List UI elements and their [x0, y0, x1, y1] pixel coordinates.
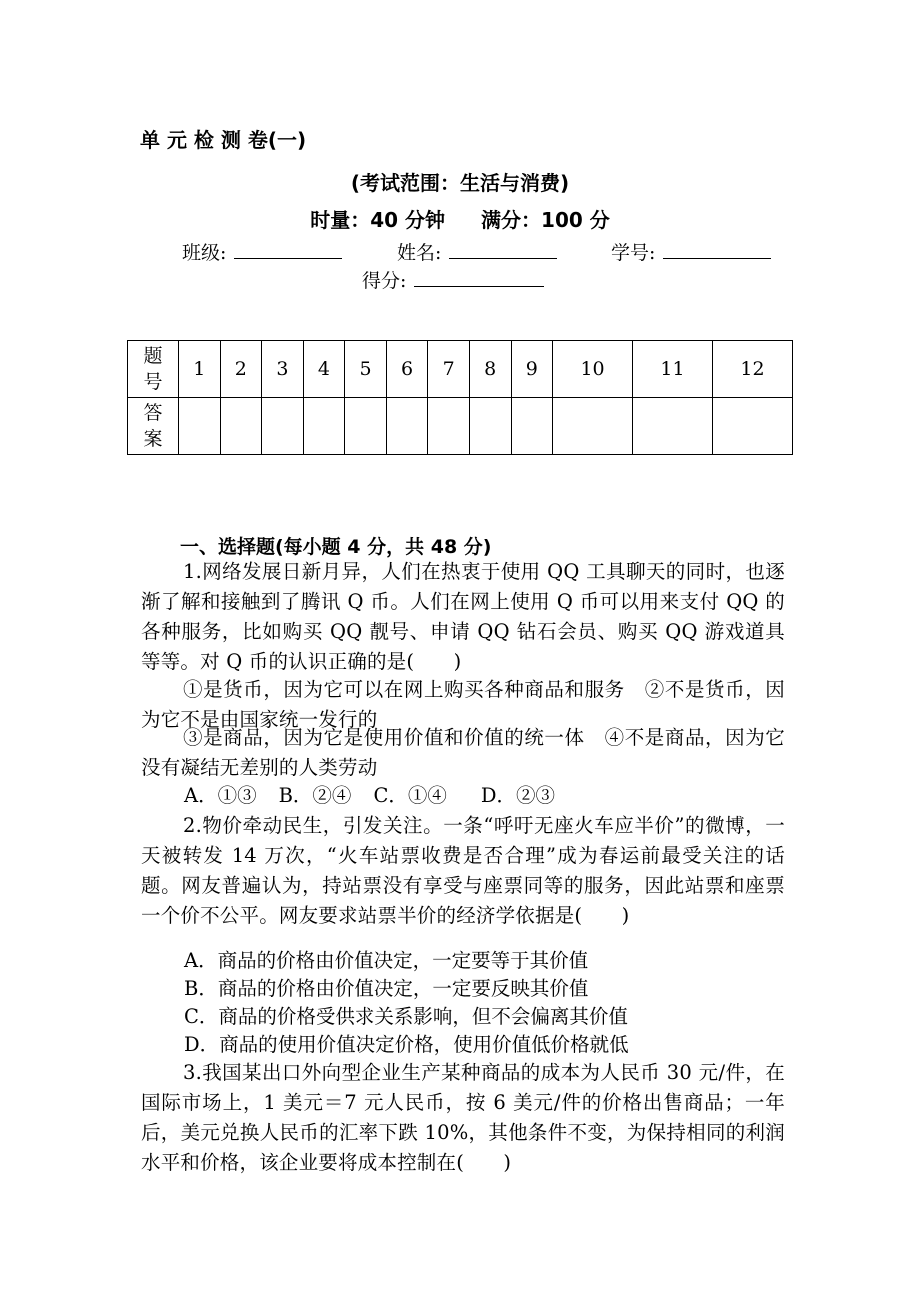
question-number: 11 [633, 341, 713, 398]
question-number-header: 题 号 [128, 341, 179, 398]
section-heading: 一、选择题(每小题 4 分，共 48 分) [180, 536, 492, 558]
question-1-items-3-4: ③是商品，因为它是使用价值和价值的统一体 ④不是商品，因为它没有凝结无差别的人类劳动 [141, 726, 785, 779]
option-b[interactable]: B．②④ [278, 784, 352, 807]
question-number: 1 [179, 341, 221, 398]
answer-header: 答 案 [128, 398, 179, 455]
class-blank[interactable] [234, 238, 342, 259]
question-2-option-a[interactable]: A．商品的价格由价值决定，一定要等于其价值 [184, 949, 589, 972]
question-number: 12 [712, 341, 792, 398]
name-field [397, 238, 557, 265]
option-d[interactable]: D．②③ [480, 784, 555, 807]
answer-cell[interactable] [345, 398, 387, 455]
student-number-field [611, 238, 771, 265]
answer-cell[interactable] [386, 398, 428, 455]
full-score: 满分：100 分 [481, 208, 610, 232]
question-number: 2 [220, 341, 262, 398]
option-a[interactable]: A．①③ [184, 784, 257, 807]
score-field [362, 266, 544, 293]
student-number-label: 学号: [611, 242, 656, 264]
question-2-option-b[interactable]: B．商品的价格由价值决定，一定要反映其价值 [184, 977, 589, 1000]
answer-cell[interactable] [511, 398, 553, 455]
time-and-score [0, 204, 920, 233]
question-2-option-d[interactable]: D．商品的使用价值决定价格，使用价值低价格就低 [184, 1033, 629, 1056]
question-2-stem: 2.物价牵动民生，引发关注。一条“呼吁无座火车应半价”的微博，一天被转发 14 万次，“火车站票收费是否合理”成为春运前最受关注的话题。网友普遍认为，持站票没有享受与座票同等的服务，因此站票和座票一个价不公平。网友要求站票半价的经济学依据是( ) [141, 814, 785, 927]
page-title: 单 元 检 测 卷(一) [140, 128, 307, 152]
option-c[interactable]: C．①④ [373, 784, 447, 807]
time-limit: 时量：40 分钟 [310, 208, 446, 232]
answer-cell[interactable] [469, 398, 511, 455]
score-label: 得分: [362, 270, 407, 292]
question-number: 4 [303, 341, 345, 398]
answer-cell[interactable] [262, 398, 304, 455]
question-number: 5 [345, 341, 387, 398]
question-number-row [128, 341, 793, 398]
answer-cell[interactable] [303, 398, 345, 455]
exam-scope: (考试范围：生活与消费) [350, 171, 570, 195]
name-blank[interactable] [449, 238, 557, 259]
answer-cell[interactable] [553, 398, 633, 455]
answer-row [128, 398, 793, 455]
question-number: 3 [262, 341, 304, 398]
question-number: 7 [428, 341, 470, 398]
score-blank[interactable] [414, 266, 544, 287]
question-1-stem: 1.网络发展日新月异，人们在热衷于使用 QQ 工具聊天的同时，也逐渐了解和接触到了腾讯 Q 币。人们在网上使用 Q 币可以用来支付 QQ 的各种服务，比如购买 QQ 靓号、申请 QQ 钻石会员、购买 QQ 游戏道具等等。对 Q 币的认识正确的是( ) [141, 560, 785, 673]
question-1-items-1-2: ①是货币，因为它可以在网上购买各种商品和服务 ②不是货币，因为它不是由国家统一发行的 [141, 678, 785, 731]
question-1-options [184, 781, 577, 811]
student-number-blank[interactable] [663, 238, 771, 259]
answer-cell[interactable] [428, 398, 470, 455]
question-number: 6 [386, 341, 428, 398]
question-3-stem: 3.我国某出口外向型企业生产某种商品的成本为人民币 30 元/件，在国际市场上，1 美元＝7 元人民币，按 6 美元/件的价格出售商品；一年后，美元兑换人民币的汇率下跌 10%，其他条件不变，为保持相同的利润水平和价格，该企业要将成本控制在( ) [141, 1061, 785, 1174]
class-label: 班级: [182, 242, 227, 264]
name-label: 姓名: [397, 242, 442, 264]
question-number: 10 [553, 341, 633, 398]
question-number: 9 [511, 341, 553, 398]
answer-cell[interactable] [179, 398, 221, 455]
answer-cell[interactable] [220, 398, 262, 455]
question-number: 8 [469, 341, 511, 398]
question-2-option-c[interactable]: C．商品的价格受供求关系影响，但不会偏离其价值 [184, 1005, 628, 1028]
answer-table [127, 340, 793, 455]
answer-cell[interactable] [633, 398, 713, 455]
class-field [182, 238, 342, 265]
answer-cell[interactable] [712, 398, 792, 455]
